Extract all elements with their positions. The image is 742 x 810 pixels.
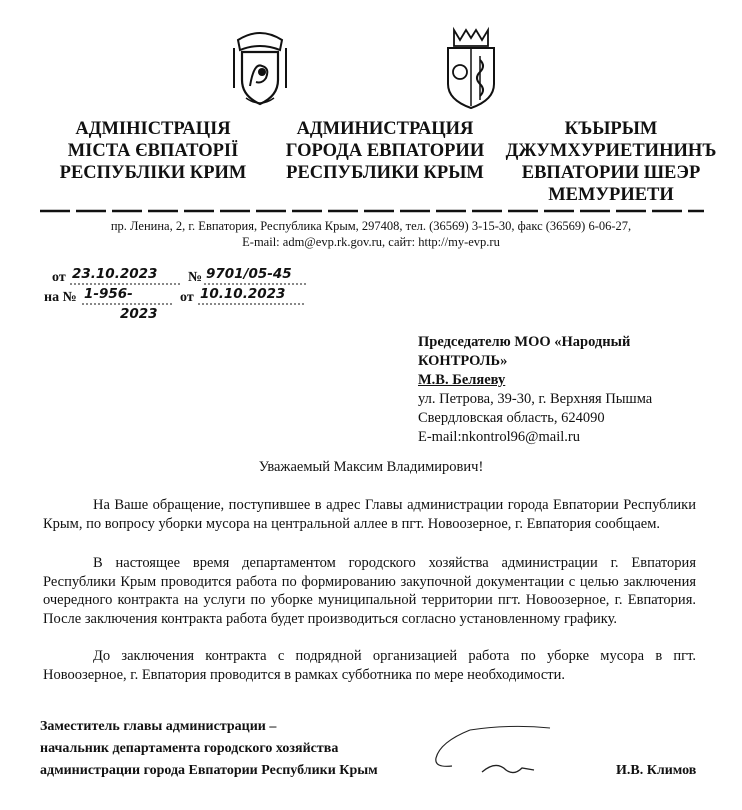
header-ukrainian — [42, 118, 264, 184]
recipient-email: E-mail:nkontrol96@mail.ru — [418, 429, 580, 445]
crimea-coat-of-arms — [228, 28, 292, 108]
outgoing-number-label: № — [188, 270, 203, 285]
header-ru-line-2: ГОРОДА ЕВПАТОРИИ — [285, 141, 485, 161]
header-ct-line-1: КЪЫРЫМ — [564, 119, 658, 139]
header-ua-line-1: АДМІНІСТРАЦІЯ — [75, 119, 231, 139]
body-paragraph-1: На Ваше обращение, поступившее в адрес Главы администрации города Евпатории Республики Крым, по вопросу уборки мусора на центральной аллее в пгт. Новоозерное, г. Евпатория сообщаем. — [43, 497, 696, 532]
incoming-number-label: на № — [44, 290, 77, 305]
incoming-number: 1-956- — [84, 286, 133, 302]
header-ru-line-3: РЕСПУБЛИКИ КРЫМ — [286, 163, 484, 183]
incoming-date: 10.10.2023 — [200, 286, 286, 302]
recipient-name: М.В. Беляеву — [418, 372, 506, 388]
header-ct-line-3: ЕВПАТОРИИ ШЕЭР — [521, 163, 701, 183]
outgoing-date: 23.10.2023 — [72, 266, 158, 282]
outgoing-number: 9701/05-45 — [206, 266, 292, 282]
signatory-title-3: администрации города Евпатории Республики Крым — [40, 763, 378, 778]
incoming-year: 2023 — [120, 306, 158, 322]
outgoing-date-label: от — [52, 270, 66, 285]
signatory-title-2: начальник департамента городского хозяйства — [40, 741, 339, 756]
header-ua-line-3: РЕСПУБЛІКИ КРИМ — [59, 163, 247, 183]
header-ua-line-2: МІСТА ЄВПАТОРІЇ — [67, 141, 239, 161]
header-russian — [272, 118, 498, 184]
header-divider — [40, 208, 704, 216]
header-crimean-tatar — [500, 118, 722, 206]
body-paragraph-3: До заключения контракта с подрядной организацией работа по уборке мусора в пгт. Новоозерное, г. Евпатория проводится в рамках субботника по мере необходимости. — [43, 648, 696, 683]
recipient-region: Свердловская область, 624090 — [418, 410, 605, 426]
incoming-date-label: от — [180, 290, 194, 305]
salutation: Уважаемый Максим Владимирович! — [258, 459, 484, 475]
signatory-name: И.В. Климов — [616, 763, 697, 778]
signatory-title-1: Заместитель главы администрации – — [40, 719, 277, 734]
recipient-title-2: КОНТРОЛЬ» — [418, 353, 508, 369]
recipient-title-1: Председателю МОО «Народный — [418, 334, 631, 350]
header-ct-line-4: МЕМУРИЕТИ — [548, 185, 674, 205]
header-ru-line-1: АДМИНИСТРАЦИЯ — [296, 119, 474, 139]
recipient-street: ул. Петрова, 39-30, г. Верхняя Пышма — [418, 391, 653, 407]
incoming-date-underline — [198, 303, 306, 307]
header-ct-line-2: ДЖУМХУРИЕТИНИНЪ — [505, 141, 717, 161]
body-paragraph-2: В настоящее время департаментом городского хозяйства администрации г. Евпатория Республики Крым проводится работа по формированию закупочной документации с целью заключения очередного контракта на услуги по уборке муниципальной территории пгт. Новоозерное, г. Евпатория. После заключения контракта работа будет производиться согласно установленному графику. — [43, 555, 696, 627]
contact-email-site: E-mail: adm@evp.rk.gov.ru, сайт: http://my-evp.ru — [242, 235, 500, 249]
contact-address: пр. Ленина, 2, г. Евпатория, Республика Крым, 297408, тел. (36569) 3-15-30, факс (36569) 6-06-27, — [110, 219, 632, 233]
evpatoria-coat-of-arms — [440, 26, 502, 110]
handwritten-signature — [430, 722, 580, 782]
